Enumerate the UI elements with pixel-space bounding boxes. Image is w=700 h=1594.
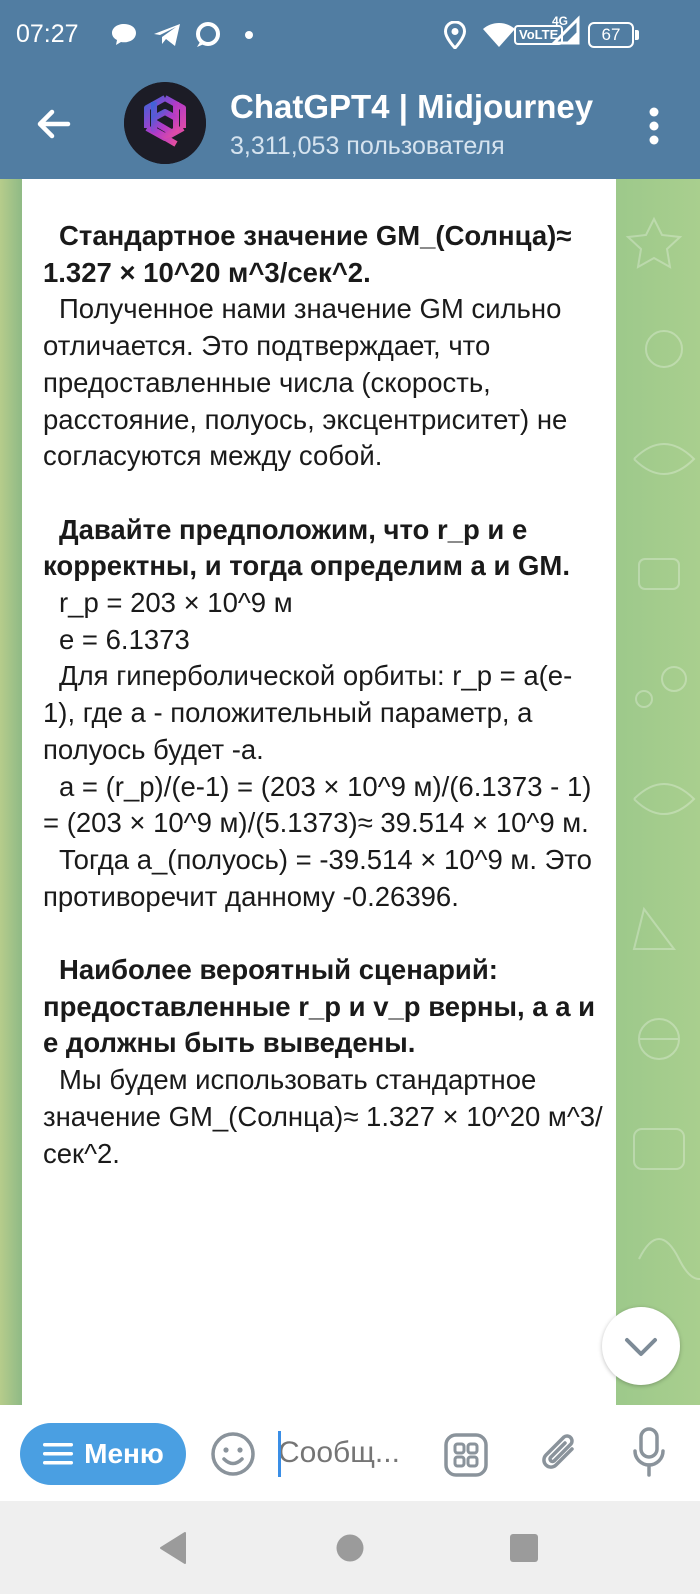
volte-label: VoLTE [514, 25, 563, 45]
message-input-bar [0, 1405, 700, 1501]
line-a-calc: a = (r_p)/(e-1) = (203 × 10^9 м)/(6.1373 - 1) = (203 × 10^9 м)/(5.1373)≈ 39.514 × 10^9 м. [43, 770, 592, 839]
channel-avatar[interactable] [124, 82, 206, 164]
paragraph-1: Полученное нами значение GM сильно отличается. Это подтверждает, что предоставленные числа (скорость, расстояние, полуось, эксцентриситет) не согласуются между собой. [43, 293, 568, 472]
location-icon [444, 22, 466, 48]
bot-menu-button[interactable] [20, 1423, 186, 1485]
triangle-back-icon [158, 1531, 188, 1565]
chat-header [0, 0, 700, 179]
message-text [43, 218, 603, 1172]
paperclip-icon [538, 1429, 584, 1477]
voice-message-button[interactable] [632, 1427, 666, 1484]
battery-icon [588, 22, 639, 48]
chevron-down-icon [602, 1307, 680, 1385]
status-bar [0, 0, 700, 70]
line-hyperbolic: Для гиперболической орбиты: r_p = a(e-1), где a - положительный параметр, а полуось будет -a. [43, 660, 573, 765]
member-count: 3,311,053 пользователя [230, 132, 505, 160]
more-vertical-icon [640, 104, 668, 148]
microphone-icon [632, 1427, 666, 1479]
text-cursor [278, 1431, 281, 1477]
signal-4g-label: 4G [552, 14, 569, 28]
emoji-button[interactable] [210, 1431, 256, 1482]
cellular-signal-icon [552, 16, 582, 42]
circle-home-icon [335, 1533, 365, 1563]
line-semiaxis: Тогда a_(полуось) = -39.514 × 10^9 м. Это противоречит данному -0.26396. [43, 843, 592, 912]
chat-background [0, 179, 700, 1405]
chat-notification-icon [194, 22, 222, 48]
messages-notification-icon [110, 22, 138, 48]
nav-home-button[interactable] [335, 1533, 365, 1568]
scroll-down-button[interactable] [602, 1307, 680, 1385]
line-rp: r_p = 203 × 10^9 м [59, 587, 293, 619]
back-button[interactable] [32, 102, 76, 146]
emoji-icon [210, 1431, 256, 1477]
nav-back-button[interactable] [158, 1531, 188, 1570]
arrow-left-icon [32, 102, 76, 146]
bot-menu-label: Меню [84, 1438, 164, 1469]
paragraph-heading-1: Стандартное значение GM_(Солнца)≈ 1.327 × 10^20 м^3/сек^2. [43, 220, 572, 288]
nav-recents-button[interactable] [509, 1533, 539, 1568]
message-input[interactable] [278, 1429, 428, 1477]
openai-logo-icon [124, 82, 206, 164]
status-time: 07:27 [16, 20, 79, 48]
chat-title[interactable]: ChatGPT4 | Midjourney [230, 88, 594, 125]
commands-button[interactable] [444, 1433, 488, 1482]
paragraph-heading-2: Давайте предположим, что r_p и e корректны, и тогда определим a и GM. [43, 513, 570, 582]
hamburger-icon [42, 1441, 74, 1467]
more-notifications-dot-icon [244, 22, 254, 48]
paragraph-gap [43, 475, 603, 512]
message-bubble[interactable] [22, 179, 616, 1405]
telegram-notification-icon [152, 22, 182, 48]
paragraph-gap [43, 915, 603, 952]
attach-button[interactable] [538, 1429, 584, 1482]
system-navigation-bar [0, 1501, 700, 1594]
line-standard-gm: Мы будем использовать стандартное значение GM_(Солнца)≈ 1.327 × 10^20 м^3/сек^2. [43, 1064, 603, 1169]
commands-grid-icon [444, 1433, 488, 1477]
square-recents-icon [509, 1533, 539, 1563]
battery-tip [635, 30, 639, 40]
line-e: e = 6.1373 [59, 623, 190, 655]
more-options-button[interactable] [640, 104, 668, 148]
paragraph-heading-3: Наиболее вероятный сценарий: предоставленные r_p и v_p верны, а a и e должны быть выведены. [43, 954, 596, 1059]
battery-level: 67 [588, 22, 634, 48]
wallpaper-pattern [614, 179, 700, 1405]
wifi-icon [482, 22, 516, 48]
